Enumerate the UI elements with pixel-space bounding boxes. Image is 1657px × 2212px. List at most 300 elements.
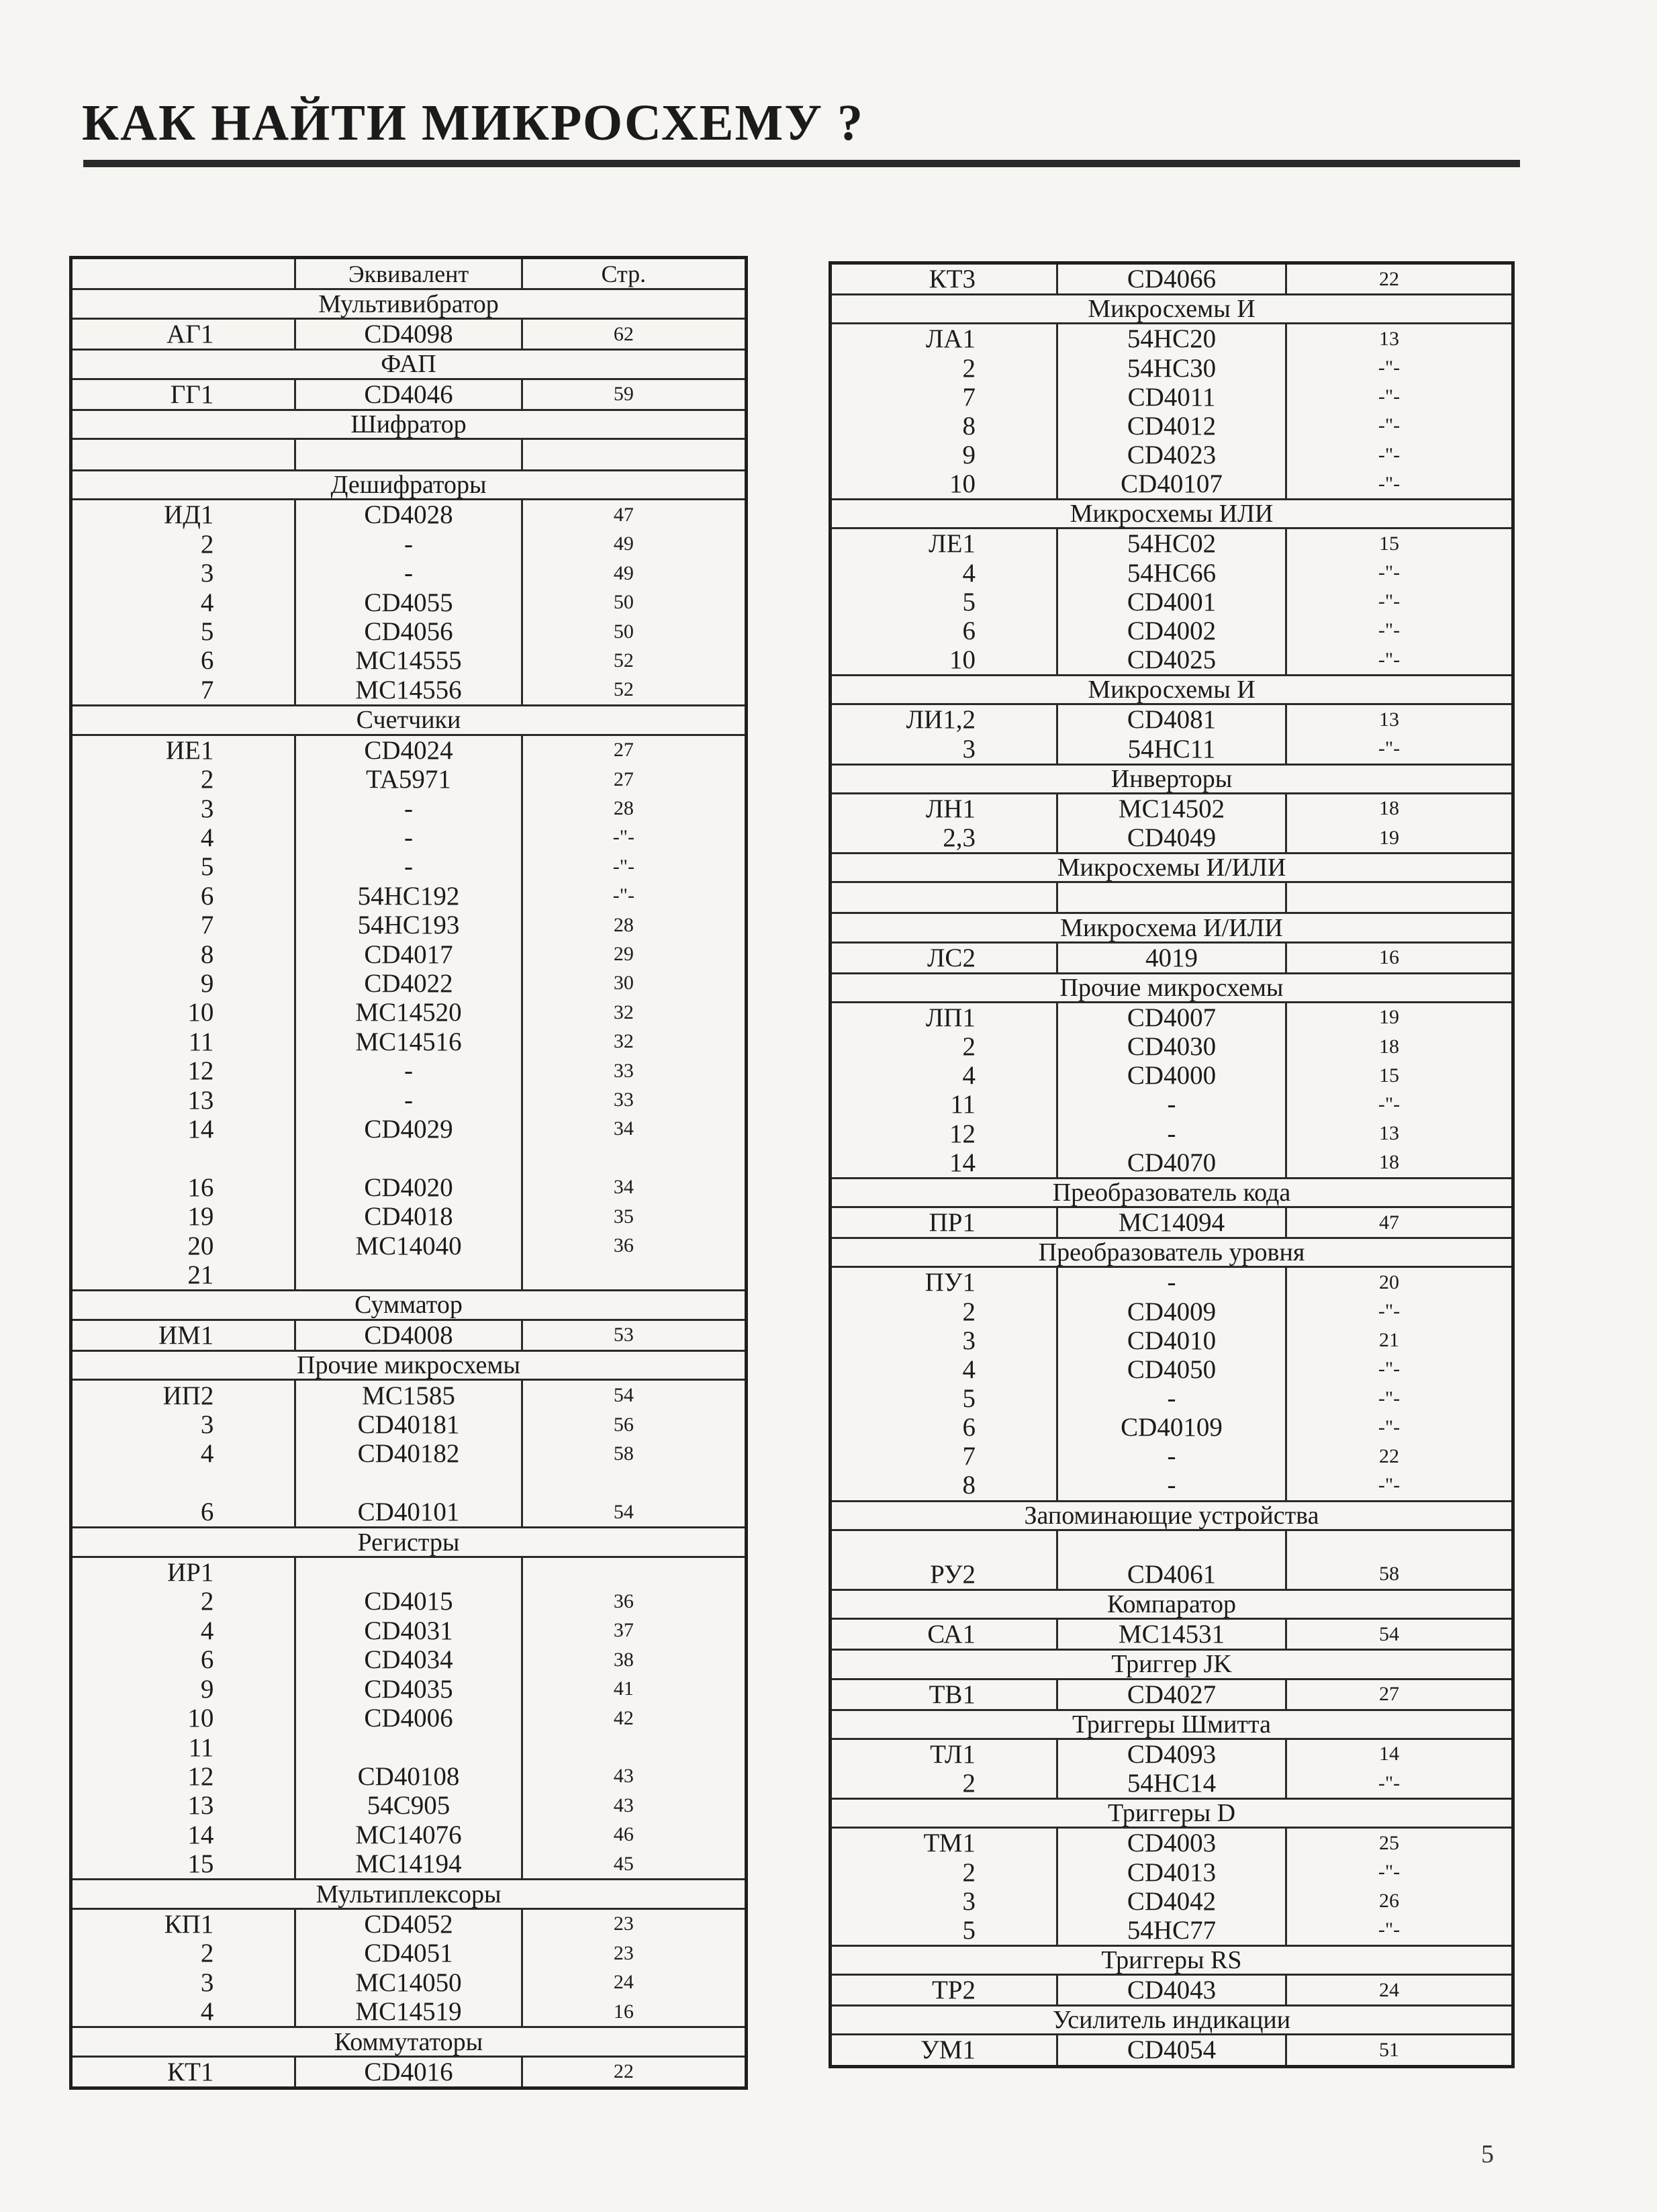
chip-equivalent: CD4056: [294, 617, 522, 646]
chip-equivalent: 54HC14: [1056, 1769, 1287, 1798]
chip-page: -"-: [1378, 1387, 1401, 1410]
chip-equivalent: CD40181: [294, 1410, 522, 1439]
chip-designation: ТВ1: [929, 1679, 976, 1709]
table-row: [832, 1560, 1511, 1591]
chip-equivalent: MC14076: [294, 1821, 522, 1849]
table-row: [73, 1056, 745, 1085]
section-heading-row: [73, 706, 745, 735]
chip-designation: 16: [187, 1172, 214, 1202]
table-row: [832, 412, 1511, 441]
section-heading: Коммутаторы: [73, 2028, 745, 2057]
chip-equivalent: CD4028: [294, 500, 522, 529]
section-heading: Мультивибратор: [73, 290, 745, 319]
chip-designation: 4: [200, 1997, 214, 2027]
table-row: [832, 645, 1511, 676]
chip-equivalent: 4019: [1056, 943, 1287, 972]
chip-equivalent: MC14502: [1056, 794, 1287, 823]
chip-designation: 12: [187, 1761, 214, 1791]
chip-equivalent: TA5971: [294, 765, 522, 794]
chip-designation: КТ3: [929, 265, 976, 294]
section-heading-row: [832, 1239, 1511, 1268]
table-row: [832, 883, 1511, 914]
chip-page: 19: [1379, 1006, 1399, 1029]
chip-equivalent: CD4043: [1056, 1976, 1287, 2004]
chip-page: 54: [1379, 1622, 1399, 1645]
section-heading-row: [832, 295, 1511, 324]
chip-designation: 8: [962, 1471, 976, 1500]
section-heading-row: [73, 290, 745, 319]
chip-designation: ЛН1: [925, 794, 976, 823]
chip-equivalent: CD4081: [1056, 705, 1287, 734]
table-row: [73, 1675, 745, 1704]
chip-equivalent: [294, 1558, 522, 1587]
section-heading: Микросхемы И: [832, 676, 1511, 705]
chip-equivalent: CD4054: [1056, 2035, 1287, 2064]
table-row: [73, 1616, 745, 1645]
table-row: [832, 1680, 1511, 1711]
chip-designation: 21: [187, 1260, 214, 1290]
chip-page: 59: [613, 383, 634, 406]
table-row: [73, 911, 745, 939]
chip-page: 46: [613, 1823, 634, 1846]
chip-equivalent: -: [294, 1056, 522, 1085]
chip-page: 18: [1379, 1151, 1399, 1174]
chip-page: 53: [613, 1324, 634, 1346]
chip-designation: 6: [200, 1645, 214, 1675]
chip-designation: 2: [962, 1032, 976, 1062]
chip-page: -"-: [1378, 1473, 1401, 1496]
chip-equivalent: MC14050: [294, 1968, 522, 1997]
header-equivalent: Эквивалент: [294, 259, 522, 288]
section-heading: Регистры: [73, 1528, 745, 1557]
chip-page: 54: [613, 1384, 634, 1407]
table-row: [73, 969, 745, 998]
chip-designation: ГГ1: [170, 379, 214, 409]
table-row: [73, 2058, 745, 2086]
chip-equivalent: CD4007: [1056, 1003, 1287, 1032]
table-row: [73, 1791, 745, 1820]
chip-designation: [73, 1469, 294, 1497]
section-heading: Микросхемы И: [832, 295, 1511, 324]
section-heading-row: [832, 1711, 1511, 1740]
chip-designation: 2: [200, 765, 214, 794]
chip-page: 34: [613, 1117, 634, 1140]
section-heading-row: [73, 471, 745, 500]
chip-equivalent: CD4034: [294, 1645, 522, 1674]
chip-page: -"-: [1378, 357, 1401, 379]
chip-designation: 4: [200, 1439, 214, 1469]
chip-equivalent: CD4050: [1056, 1355, 1287, 1384]
section-heading-row: [832, 676, 1511, 705]
chip-designation: 6: [962, 616, 976, 645]
chip-designation: 12: [187, 1056, 214, 1086]
chip-equivalent: [294, 440, 522, 469]
section-heading-row: [832, 500, 1511, 529]
table-row: [832, 1268, 1511, 1297]
chip-designation: 4: [200, 1616, 214, 1645]
chip-equivalent: CD4035: [294, 1675, 522, 1704]
chip-page: 36: [613, 1589, 634, 1612]
chip-page: [523, 1144, 745, 1172]
chip-page: 32: [613, 1001, 634, 1023]
chip-equivalent: CD40182: [294, 1439, 522, 1468]
chip-designation: 8: [962, 411, 976, 441]
chip-designation: 10: [187, 1704, 214, 1733]
chip-page: 54: [613, 1500, 634, 1523]
chip-page: 18: [1379, 797, 1399, 820]
chip-designation: ЛИ1,2: [906, 705, 976, 735]
chip-designation: 6: [200, 1497, 214, 1527]
table-row: [832, 353, 1511, 382]
table-row: [73, 1497, 745, 1528]
chip-page: 15: [1379, 1064, 1399, 1087]
chip-page: 27: [613, 768, 634, 790]
chip-equivalent: -: [294, 1085, 522, 1114]
chip-page: 24: [613, 1971, 634, 1994]
chip-page: 32: [613, 1030, 634, 1053]
chip-page: 20: [1379, 1271, 1399, 1293]
chip-page: 13: [1379, 708, 1399, 731]
chip-equivalent: CD4012: [1056, 412, 1287, 441]
section-heading: Преобразователь уровня: [832, 1239, 1511, 1268]
chip-page: 49: [613, 561, 634, 584]
header-blank-cell: [73, 259, 294, 288]
chip-designation: 7: [962, 382, 976, 412]
chip-designation: КП1: [164, 1909, 214, 1939]
chip-equivalent: CD4020: [294, 1173, 522, 1202]
table-row: [73, 1202, 745, 1231]
chip-equivalent: 54HC66: [1056, 559, 1287, 588]
chip-page: 45: [613, 1852, 634, 1875]
table-row: [832, 469, 1511, 500]
chip-equivalent: CD4027: [1056, 1680, 1287, 1709]
chip-equivalent: CD4093: [1056, 1740, 1287, 1769]
table-row: [832, 1090, 1511, 1119]
table-header-row: [73, 259, 745, 290]
chip-designation: 20: [187, 1231, 214, 1260]
chip-designation: [73, 1144, 294, 1172]
chip-page: 19: [1379, 826, 1399, 849]
table-row: [832, 441, 1511, 469]
chip-designation: 9: [962, 441, 976, 470]
section-heading-row: [832, 2007, 1511, 2035]
chip-designation: 3: [962, 1886, 976, 1916]
table-row: [832, 1829, 1511, 1857]
chip-page: [523, 1733, 745, 1761]
table-row: [832, 588, 1511, 616]
chip-page: -"-: [1378, 590, 1401, 613]
chip-designation: 7: [962, 1442, 976, 1471]
table-row: [73, 1085, 745, 1114]
chip-designation: 7: [200, 911, 214, 940]
table-row: [73, 1645, 745, 1674]
chip-equivalent: [294, 1144, 522, 1172]
table-row: [73, 852, 745, 881]
chip-page: -"-: [1378, 1771, 1401, 1794]
chip-designation: 3: [962, 1326, 976, 1355]
chip-equivalent: 54HC193: [294, 911, 522, 939]
table-row: [832, 1740, 1511, 1769]
title-underline: [83, 160, 1520, 167]
table-row: [73, 500, 745, 529]
table-row: [73, 765, 745, 794]
chip-designation: ПР1: [929, 1208, 976, 1238]
chip-page: 16: [1379, 946, 1399, 969]
table-row: [73, 1260, 745, 1291]
section-heading: Запоминающие устройства: [832, 1502, 1511, 1531]
chip-page: 27: [1379, 1683, 1399, 1706]
table-row: [832, 1061, 1511, 1090]
chip-designation: 3: [200, 559, 214, 588]
chip-page: 43: [613, 1765, 634, 1788]
header-page: Стр.: [601, 260, 647, 287]
chip-equivalent: CD4052: [294, 1910, 522, 1939]
table-row: [832, 1916, 1511, 1947]
section-heading-row: [832, 974, 1511, 1003]
chip-designation: УМ1: [920, 2035, 976, 2065]
section-heading-row: [832, 854, 1511, 883]
table-row: [73, 1849, 745, 1880]
table-row: [832, 1148, 1511, 1179]
section-heading-row: [73, 1880, 745, 1909]
chip-designation: [73, 440, 294, 469]
chip-designation: 4: [962, 1354, 976, 1384]
chip-page: 14: [1379, 1743, 1399, 1765]
chip-page: 51: [1379, 2038, 1399, 2061]
section-heading: Компаратор: [832, 1591, 1511, 1620]
table-row: [73, 939, 745, 968]
table-row: [73, 676, 745, 706]
section-heading-row: [832, 1179, 1511, 1208]
chip-designation: ЛП1: [925, 1003, 976, 1032]
chip-equivalent: CD4046: [294, 380, 522, 409]
table-row: [73, 1968, 745, 1997]
chip-equivalent: CD4011: [1056, 383, 1287, 412]
chip-designation: 5: [962, 1915, 976, 1945]
chip-equivalent: 54HC11: [1056, 735, 1287, 764]
table-row: [73, 1939, 745, 1968]
table-row: [73, 823, 745, 852]
chip-equivalent: MC14519: [294, 1997, 522, 2026]
chip-page: -"-: [1378, 414, 1401, 437]
section-heading: Усилитель индикации: [832, 2007, 1511, 2035]
table-row: [832, 529, 1511, 558]
chip-designation: 19: [187, 1202, 214, 1232]
chip-page: [523, 1469, 745, 1497]
table-row: [73, 736, 745, 765]
chip-designation: 2: [962, 1857, 976, 1887]
chip-page: 56: [613, 1413, 634, 1436]
chip-page: 23: [613, 1913, 634, 1935]
chip-equivalent: CD4018: [294, 1202, 522, 1231]
chip-equivalent: -: [294, 823, 522, 852]
chip-page: 18: [1379, 1035, 1399, 1058]
table-row: [73, 1027, 745, 1056]
chip-page: -"-: [1378, 619, 1401, 642]
table-row: [832, 943, 1511, 974]
table-row: [73, 559, 745, 588]
chip-designation: 2: [200, 1587, 214, 1616]
table-row: [832, 1976, 1511, 2007]
table-row: [832, 1384, 1511, 1413]
chip-page: -"-: [1378, 385, 1401, 408]
chip-page: 24: [1379, 1978, 1399, 2001]
chip-equivalent: 54HC77: [1056, 1916, 1287, 1945]
section-heading-row: [832, 914, 1511, 943]
chip-designation: 11: [950, 1090, 976, 1119]
table-row: [73, 380, 745, 411]
chip-designation: 7: [200, 675, 214, 704]
chip-page: 35: [613, 1205, 634, 1228]
chip-page: -"-: [612, 826, 634, 849]
chip-equivalent: CD4055: [294, 588, 522, 616]
chip-equivalent: -: [1056, 1442, 1287, 1471]
table-row: [832, 1620, 1511, 1651]
chip-page: -"-: [1378, 561, 1401, 584]
chip-designation: 13: [187, 1791, 214, 1821]
chip-page: -"-: [1378, 472, 1401, 495]
chip-designation: 4: [200, 823, 214, 852]
chip-designation: 5: [200, 852, 214, 882]
section-heading: Прочие микросхемы: [832, 974, 1511, 1003]
chip-equivalent: [1056, 1531, 1287, 1560]
chip-page: 42: [613, 1706, 634, 1729]
chip-page: -"-: [1378, 1416, 1401, 1438]
section-heading-row: [73, 1291, 745, 1320]
chip-equivalent: [1056, 883, 1287, 912]
chip-designation: 2: [962, 1297, 976, 1326]
chip-page: 36: [613, 1234, 634, 1257]
chip-designation: 3: [200, 794, 214, 823]
chip-designation: ИП2: [162, 1381, 214, 1410]
section-heading-row: [73, 1528, 745, 1557]
chip-equivalent: 54HC192: [294, 882, 522, 911]
table-row: [832, 1032, 1511, 1061]
chip-equivalent: CD4016: [294, 2058, 522, 2086]
chip-page: 29: [613, 943, 634, 966]
chip-page: -"-: [1378, 1093, 1401, 1115]
chip-designation: 2: [200, 1939, 214, 1968]
chip-page: 22: [613, 2060, 634, 2083]
chip-page: 34: [613, 1176, 634, 1199]
table-row: [832, 794, 1511, 823]
chip-page: 50: [613, 591, 634, 614]
table-row: [832, 1887, 1511, 1916]
chip-page: 49: [613, 533, 634, 555]
chip-designation: 13: [187, 1085, 214, 1115]
chip-index-table-left: [69, 256, 748, 2090]
table-row: [73, 1381, 745, 1410]
section-heading: Микросхемы И/ИЛИ: [832, 854, 1511, 883]
chip-designation: СА1: [927, 1620, 976, 1649]
chip-equivalent: MC14531: [1056, 1620, 1287, 1649]
chip-page: -"-: [1378, 1300, 1401, 1323]
chip-page: -"-: [1378, 1919, 1401, 1941]
table-row: [73, 998, 745, 1027]
chip-equivalent: CD4029: [294, 1115, 522, 1144]
table-row: [73, 1997, 745, 2028]
table-row: [832, 1297, 1511, 1326]
table-row: [73, 1910, 745, 1939]
chip-designation: ПУ1: [925, 1268, 976, 1297]
section-heading-row: [832, 1800, 1511, 1829]
chip-designation: 6: [200, 881, 214, 911]
table-row: [832, 383, 1511, 412]
chip-page: 26: [1379, 1890, 1399, 1913]
chip-page: 47: [1379, 1211, 1399, 1234]
table-row: [73, 1558, 745, 1587]
chip-designation: ИМ1: [158, 1320, 214, 1350]
table-row: [832, 2035, 1511, 2064]
chip-page: -"-: [1378, 1861, 1401, 1884]
section-heading: Триггеры RS: [832, 1947, 1511, 1976]
chip-page: [523, 1260, 745, 1289]
chip-designation: 8: [200, 939, 214, 969]
table-row: [832, 1208, 1511, 1239]
chip-equivalent: CD40109: [1056, 1413, 1287, 1442]
section-heading-row: [832, 1591, 1511, 1620]
chip-page: 30: [613, 972, 634, 995]
chip-page: 28: [613, 797, 634, 820]
chip-page: -"-: [1378, 1358, 1401, 1381]
chip-equivalent: -: [1056, 1268, 1287, 1297]
chip-designation: ИЕ1: [165, 735, 214, 765]
section-heading-row: [73, 2028, 745, 2057]
chip-designation: ТЛ1: [930, 1739, 976, 1769]
chip-page: -"-: [1378, 443, 1401, 466]
chip-equivalent: CD40107: [1056, 469, 1287, 498]
chip-equivalent: CD4024: [294, 736, 522, 765]
chip-equivalent: CD4066: [1056, 265, 1287, 293]
chip-equivalent: [294, 1733, 522, 1761]
chip-page: 15: [1379, 532, 1399, 555]
chip-equivalent: -: [1056, 1384, 1287, 1413]
chip-equivalent: CD4031: [294, 1616, 522, 1645]
chip-designation: 2: [962, 353, 976, 383]
table-row: [73, 1821, 745, 1849]
chip-designation: [832, 883, 1056, 912]
table-row: [832, 324, 1511, 353]
chip-equivalent: CD4098: [294, 320, 522, 349]
chip-page: 16: [613, 2000, 634, 2023]
chip-equivalent: CD4017: [294, 939, 522, 968]
chip-page: -"-: [612, 884, 634, 907]
chip-designation: 6: [962, 1413, 976, 1442]
table-row: [73, 588, 745, 616]
chip-designation: ТМ1: [923, 1829, 976, 1858]
section-heading: Преобразователь кода: [832, 1179, 1511, 1208]
chip-equivalent: CD4049: [1056, 823, 1287, 852]
chip-designation: ИД1: [164, 500, 214, 530]
table-row: [73, 1469, 745, 1497]
chip-designation: 14: [187, 1820, 214, 1849]
chip-equivalent: CD4051: [294, 1939, 522, 1968]
chip-equivalent: CD4010: [1056, 1326, 1287, 1355]
table-row: [73, 320, 745, 351]
section-heading: Сумматор: [73, 1291, 745, 1320]
chip-page: 41: [613, 1677, 634, 1700]
chip-equivalent: 54HC20: [1056, 324, 1287, 353]
chip-page: 27: [613, 739, 634, 762]
table-row: [832, 1769, 1511, 1800]
table-row: [832, 616, 1511, 645]
table-row: [73, 1410, 745, 1439]
table-row: [73, 1231, 745, 1260]
chip-designation: ЛС2: [927, 943, 976, 972]
chip-designation: 5: [962, 1384, 976, 1414]
chip-designation: 2: [962, 1769, 976, 1798]
section-heading: Прочие микросхемы: [73, 1352, 745, 1381]
